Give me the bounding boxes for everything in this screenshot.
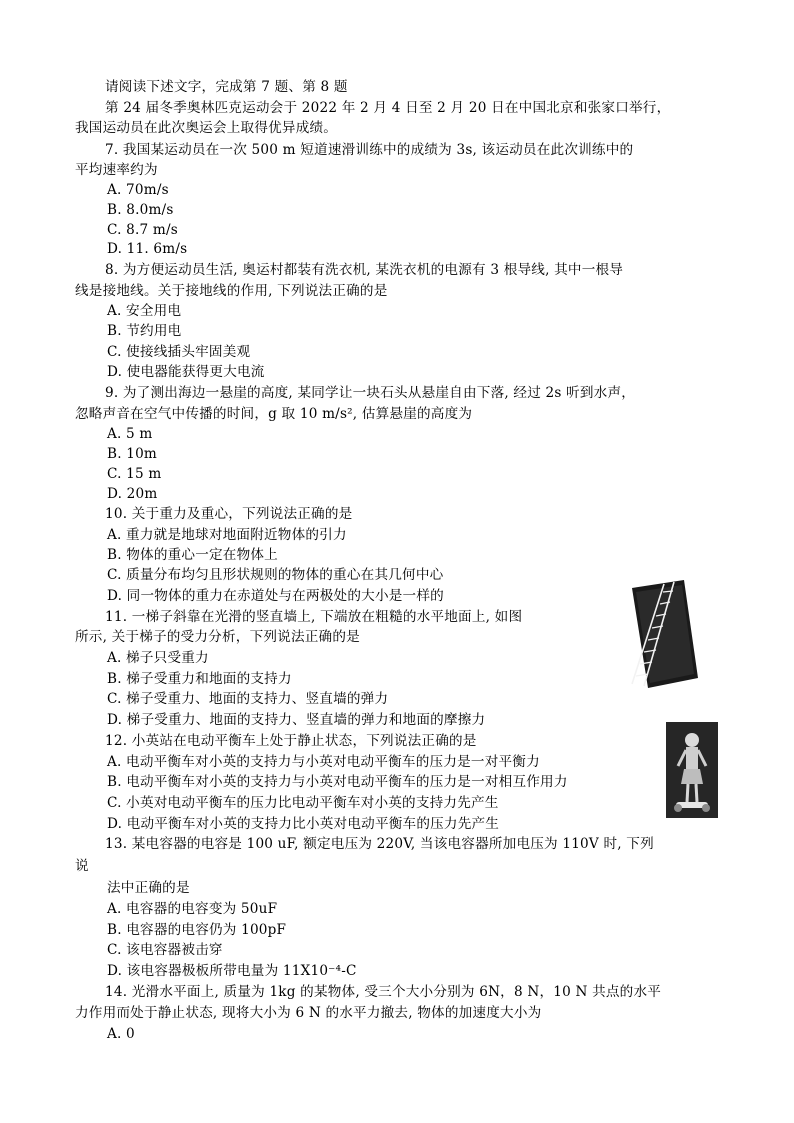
question-7-option-c: C. 8.7 m/s [107, 222, 178, 238]
question-8-option-b: B. 节约用电 [107, 323, 182, 339]
question-10-option-d: D. 同一物体的重力在赤道处与在两极处的大小是一样的 [107, 588, 444, 604]
question-8-stem: 线是接地线。关于接地线的作用, 下列说法正确的是 [75, 283, 388, 299]
question-11-option-b: B. 梯子受重力和地面的支持力 [107, 671, 292, 687]
question-11-stem: 所示, 关于梯子的受力分析，下列说法正确的是 [75, 629, 360, 645]
question-7-option-d: D. 11. 6m/s [107, 241, 188, 257]
question-9-option-c: C. 15 m [107, 466, 162, 482]
question-9-stem: 9. 为了测出海边一悬崖的高度, 某同学让一块石头从悬崖自由下落, 经过 2s 听到水声， [105, 385, 636, 401]
intro-paragraph-line: 第 24 届冬季奥林匹克运动会于 2022 年 2 月 4 日至 2 月 20 日在中国北京和张家口举行， [105, 100, 671, 116]
question-11-option-d: D. 梯子受重力、地面的支持力、竖直墙的弹力和地面的摩擦力 [107, 712, 486, 728]
question-9-option-d: D. 20m [107, 486, 158, 502]
intro-paragraph-line: 我国运动员在此次奥运会上取得优异成绩。 [75, 120, 338, 136]
question-11-option-a: A. 梯子只受重力 [107, 650, 209, 666]
question-8-option-c: C. 使接线插头牢固美观 [107, 344, 251, 360]
question-14-stem: 力作用而处于静止状态, 现将大小为 6 N 的水平力撤去, 物体的加速度大小为 [75, 1005, 542, 1021]
question-13-stem: 法中正确的是 [107, 880, 190, 896]
question-13-stem: 说 [75, 858, 89, 874]
question-10-stem: 10. 关于重力及重心，下列说法正确的是 [105, 506, 353, 522]
question-12-option-b: B. 电动平衡车对小英的支持力与小英对电动平衡车的压力是一对相互作用力 [107, 774, 568, 790]
question-12-option-c: C. 小英对电动平衡车的压力比电动平衡车对小英的支持力先产生 [107, 795, 499, 811]
question-8-option-a: A. 安全用电 [107, 303, 182, 319]
question-14-stem: 14. 光滑水平面上, 质量为 1kg 的某物体, 受三个大小分别为 6N，8 N，10 N 共点的水平 [105, 984, 662, 1000]
question-12-option-d: D. 电动平衡车对小英的支持力比小英对电动平衡车的压力先产生 [107, 816, 500, 832]
question-13-option-c: C. 该电容器被击穿 [107, 942, 223, 958]
question-10-option-c: C. 质量分布均匀且形状规则的物体的重心在其几何中心 [107, 567, 444, 583]
question-13-stem: 13. 某电容器的电容是 100 uF, 额定电压为 220V, 当该电容器所加电压为 110V 时, 下列 [105, 836, 654, 852]
question-13-option-b: B. 电容器的电容仍为 100pF [107, 922, 287, 938]
question-14-option-a: A. 0 [107, 1026, 135, 1042]
question-8-option-d: D. 使电器能获得更大电流 [107, 364, 265, 380]
question-13-option-a: A. 电容器的电容变为 50uF [107, 901, 278, 917]
question-7-option-a: A. 70m/s [107, 182, 169, 198]
question-12-stem: 12. 小英站在电动平衡车上处于静止状态，下列说法正确的是 [105, 733, 477, 749]
question-9-stem: 忽略声音在空气中传播的时间，g 取 10 m/s², 估算悬崖的高度为 [75, 406, 473, 422]
intro-instruction: 请阅读下述文字，完成第 7 题、第 8 题 [105, 79, 348, 95]
question-9-option-b: B. 10m [107, 446, 158, 462]
question-9-option-a: A. 5 m [107, 426, 153, 442]
question-7-stem: 平均速率约为 [75, 162, 158, 178]
question-11-stem: 11. 一梯子斜靠在光滑的竖直墙上, 下端放在粗糙的水平地面上, 如图 [105, 609, 523, 625]
girl-on-balance-scooter-image [666, 722, 718, 818]
question-8-stem: 8. 为方便运动员生活, 奥运村都装有洗衣机, 某洗衣机的电源有 3 根导线, 其中一根导 [105, 262, 624, 278]
question-11-option-c: C. 梯子受重力、地面的支持力、竖直墙的弹力 [107, 691, 389, 707]
question-7-option-b: B. 8.0m/s [107, 202, 174, 218]
question-10-option-b: B. 物体的重心一定在物体上 [107, 547, 278, 563]
question-12-option-a: A. 电动平衡车对小英的支持力与小英对电动平衡车的压力是一对平衡力 [107, 754, 540, 770]
ladder-against-wall-image [628, 580, 700, 688]
question-13-option-d: D. 该电容器极板所带电量为 11X10⁻⁴-C [107, 963, 357, 979]
question-7-stem: 7. 我国某运动员在一次 500 m 短道速滑训练中的成绩为 3s, 该运动员在此次训练中的 [105, 142, 634, 158]
question-10-option-a: A. 重力就是地球对地面附近物体的引力 [107, 527, 347, 543]
